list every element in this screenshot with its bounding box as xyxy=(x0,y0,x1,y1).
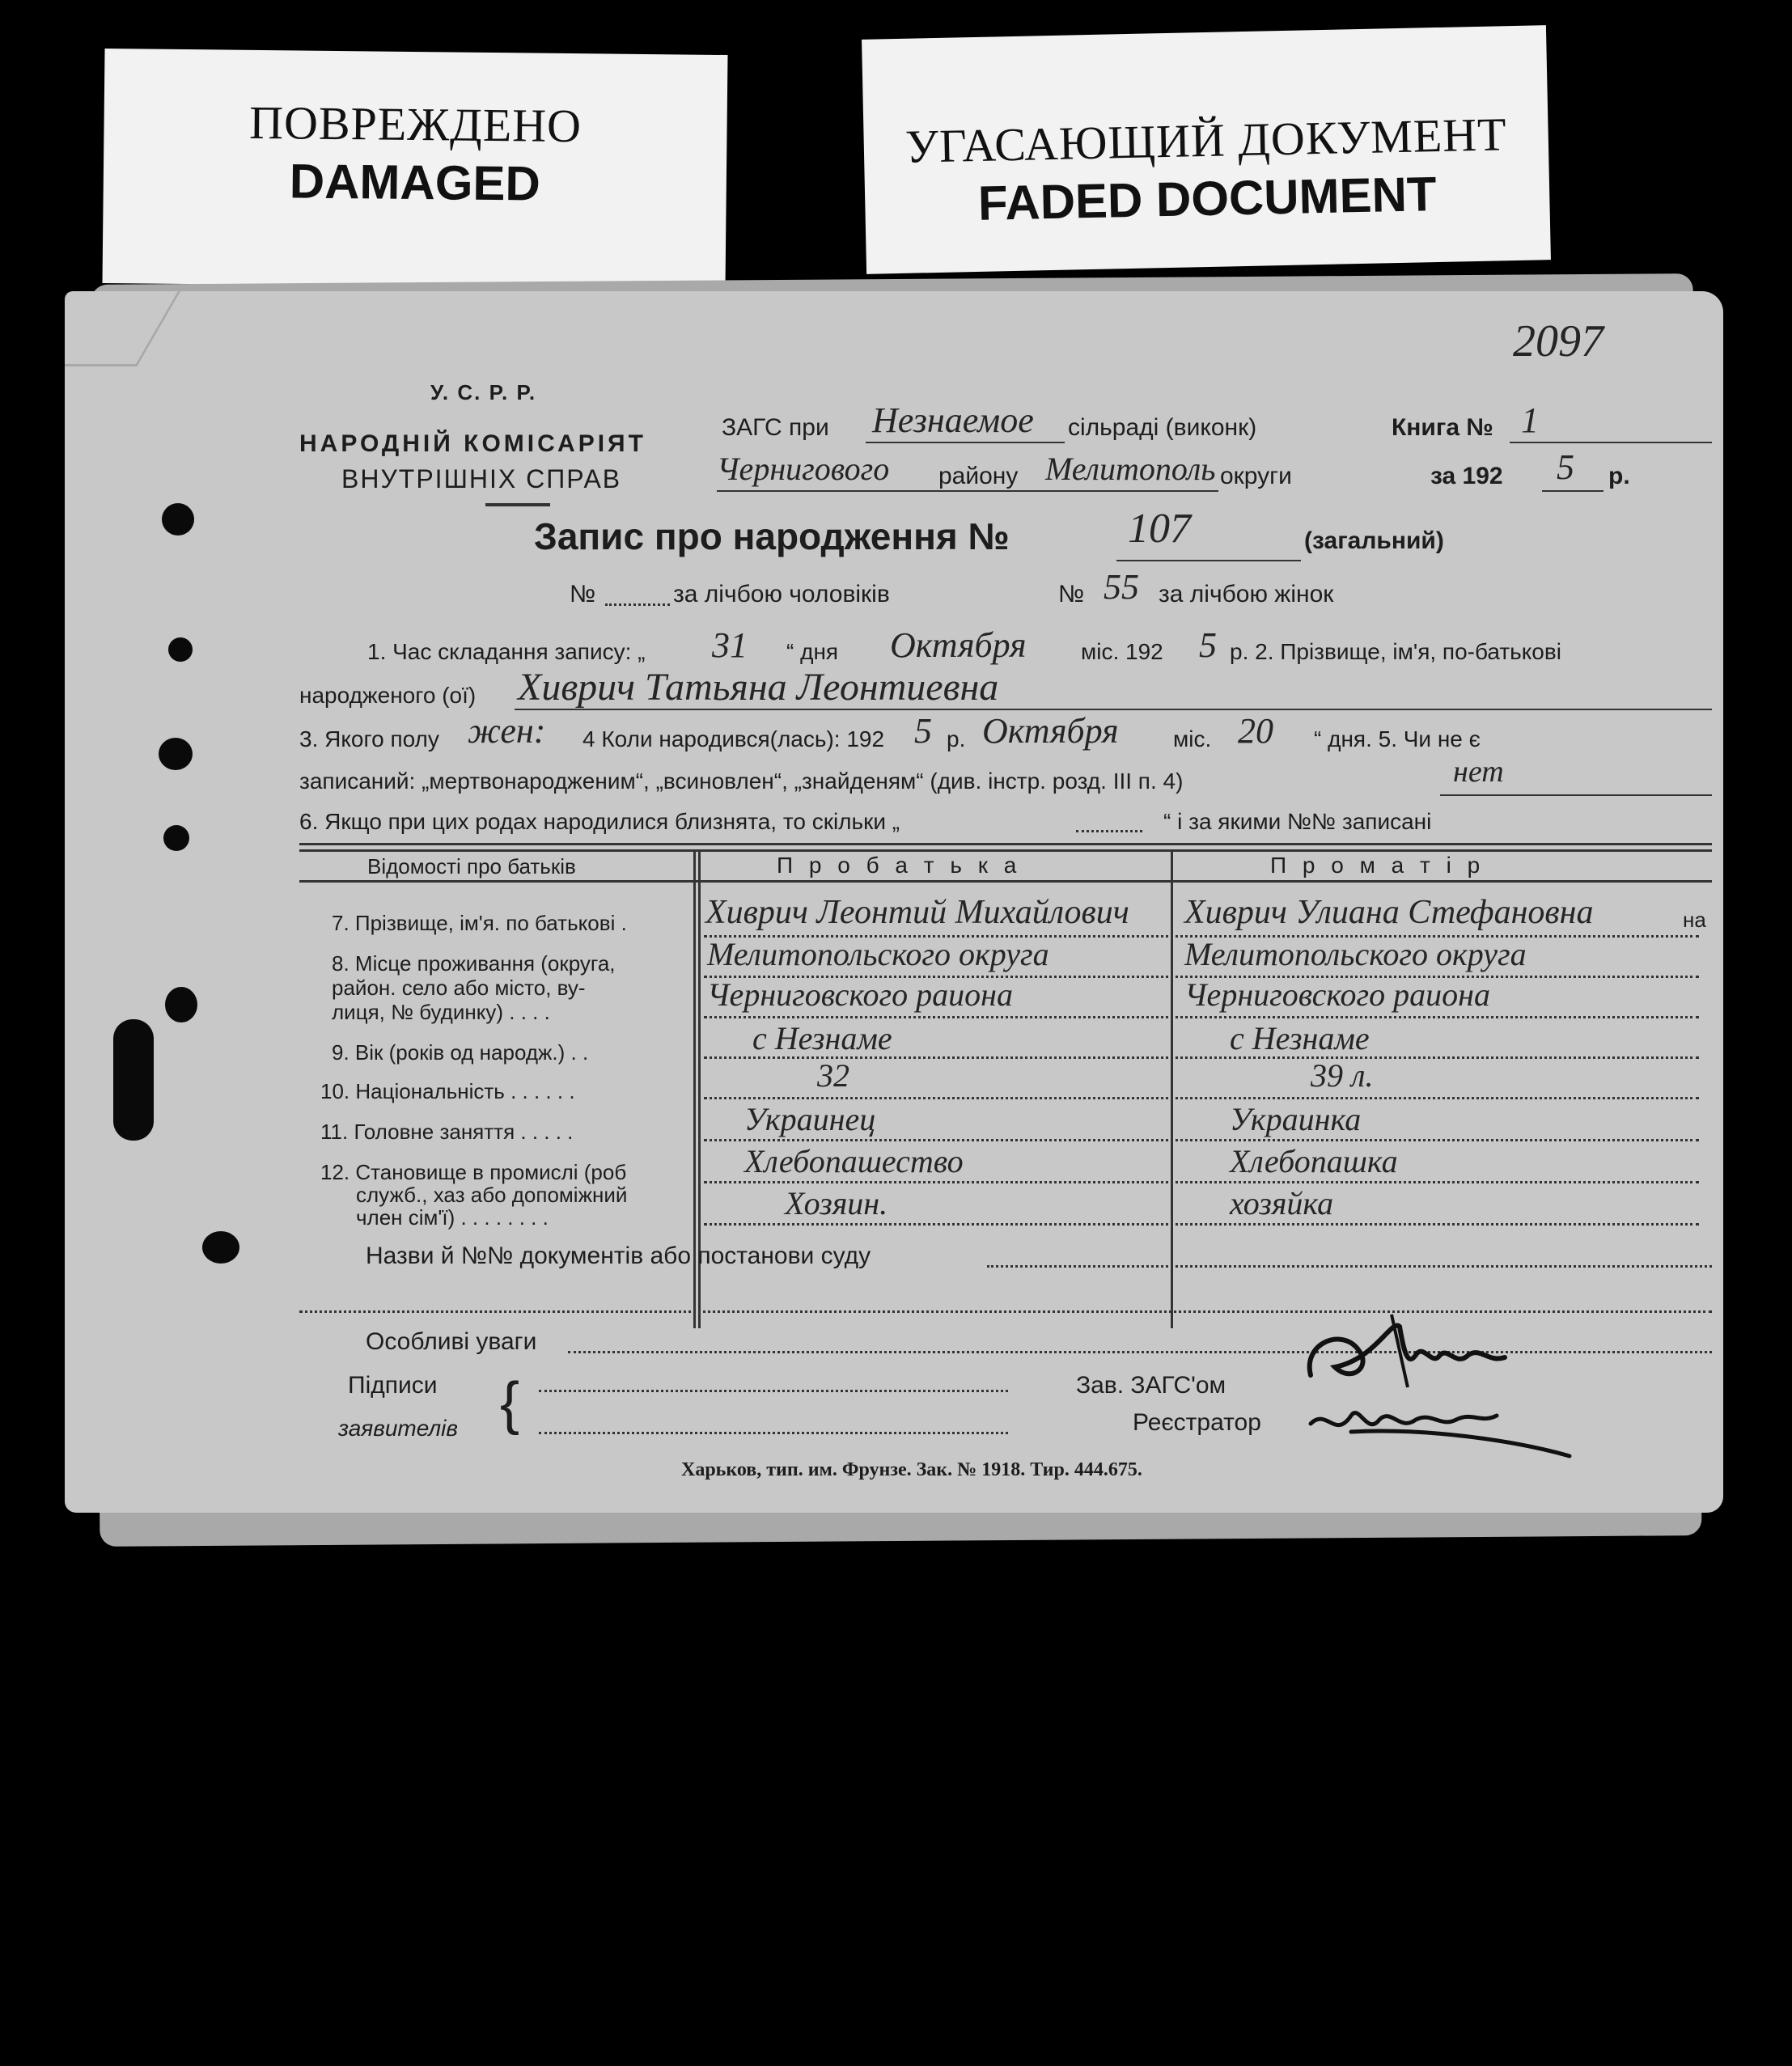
ministry-title: НАРОДНІЙ КОМІСАРІЯТ xyxy=(299,430,646,457)
field-2-value: Хиврич Татьяна Леонтиевна xyxy=(518,666,999,709)
table-top-rule xyxy=(299,849,1712,852)
row-8-label: 8. Місце проживання (округа, xyxy=(332,951,616,976)
page-number: 2097 xyxy=(1513,316,1603,366)
punch-hole xyxy=(165,987,197,1022)
notes-line xyxy=(568,1351,1712,1353)
birth-record-form xyxy=(65,291,1723,1513)
table-row-line xyxy=(704,1223,1699,1226)
table-row-line xyxy=(704,1056,1699,1059)
damaged-label-en: DAMAGED xyxy=(289,154,541,211)
table-divider xyxy=(1171,851,1173,1328)
table-header-rule xyxy=(299,880,1712,883)
field-2-label: народженого (ої) xyxy=(299,683,477,708)
field-4-year-value: 5 xyxy=(914,711,932,751)
row-10-label: 10. Національність . . . . . . xyxy=(320,1079,575,1103)
table-row-line xyxy=(704,1016,1699,1018)
punch-hole xyxy=(162,503,194,536)
row-12-label: 12. Становище в промислі (роб xyxy=(320,1160,627,1184)
row-11-label: 11. Головне заняття . . . . . xyxy=(320,1120,574,1144)
table-header-info: Відомості про батьків xyxy=(367,854,576,878)
field-6-mid-label: “ і за якими №№ записані xyxy=(1163,809,1432,834)
row-10-father: Украинец xyxy=(744,1101,876,1137)
table-row-line xyxy=(704,935,1699,938)
field-1-day-suffix: “ дня xyxy=(786,639,839,664)
table-row-line xyxy=(704,976,1699,978)
row-8-mother: Мелитопольского округа xyxy=(1184,936,1527,972)
field-5-label: записаний: „мертвонародженим“, „всиновлен“, „знайденям“ (див. інстр. розд. III п. 4) xyxy=(299,768,1184,794)
book-number-line xyxy=(1510,442,1712,443)
men-count-line xyxy=(605,603,670,606)
signatures-label: Підписи xyxy=(348,1372,438,1399)
row-9-mother: 39 л. xyxy=(1311,1057,1374,1094)
row-7-mother: Хиврич Улиана Стефановна xyxy=(1184,894,1594,931)
field-4-label: 4 Коли народився(лась): 192 xyxy=(583,726,885,751)
table-top-rule xyxy=(299,843,1712,845)
field-4-month-suffix: міс. xyxy=(1173,726,1212,751)
row-7-label: 7. Прізвище, ім'я. по батькові . xyxy=(332,911,627,935)
row-8-label-cont: район. село або місто, ву- xyxy=(332,976,586,1000)
row-12-father: Хозяин. xyxy=(785,1185,888,1221)
punch-hole xyxy=(168,637,193,662)
table-row-line xyxy=(704,1139,1699,1141)
year-value: 5 xyxy=(1557,447,1574,487)
year-line xyxy=(1542,490,1603,492)
punch-hole xyxy=(202,1231,239,1264)
record-title-suffix: (загальний) xyxy=(1304,527,1444,554)
women-count-label: за лічбою жінок xyxy=(1159,581,1334,608)
faded-label-en: FADED DOCUMENT xyxy=(977,167,1438,231)
row-7-father: Хиврич Леонтий Михайлович xyxy=(705,894,1129,931)
row-12-label-cont: служб., хаз або допоміжний xyxy=(356,1183,628,1207)
field-4-day-value: 20 xyxy=(1238,711,1273,751)
paper-fold xyxy=(65,291,180,366)
field-4-day-suffix: “ дня. 5. Чи не є xyxy=(1314,726,1481,751)
registrar-signature xyxy=(1303,1391,1578,1464)
row-10-mother: Украинка xyxy=(1230,1101,1362,1137)
table-row-line xyxy=(704,1181,1699,1183)
signature-line xyxy=(539,1390,1008,1392)
year-label: за 192 xyxy=(1430,463,1503,489)
documents-line xyxy=(987,1265,1712,1268)
faded-label-ru: УГАСАЮЩИЙ ДОКУМЕНТ xyxy=(904,108,1508,173)
republic-abbreviation: У. С. Р. Р. xyxy=(430,380,537,404)
year-suffix: р. xyxy=(1608,463,1630,489)
signatures-brace: { xyxy=(500,1371,520,1436)
notes-label: Особливі уваги xyxy=(366,1328,537,1355)
women-count-prefix: № xyxy=(1058,581,1085,608)
field-6-label: 6. Якщо при цих родах народилися близнята, то скільки „ xyxy=(299,809,900,834)
record-number-value: 107 xyxy=(1128,506,1191,552)
printer-imprint: Харьков, тип. им. Фрунзе. Зак. № 1918. Тир. 444.675. xyxy=(681,1459,1142,1480)
okrug-label: округи xyxy=(1220,463,1292,489)
field-6-count-line xyxy=(1076,830,1142,832)
table-header-father: П р о б а т ь к а xyxy=(777,853,1022,878)
row-8-label-end: лиця, № будинку) . . . . xyxy=(332,1000,550,1024)
row-8-father-district: Черниговского раиона xyxy=(707,976,1013,1013)
row-8-mother-district: Черниговского раиона xyxy=(1184,976,1490,1013)
row-7-mother-suffix: на xyxy=(1683,908,1706,932)
record-title: Запис про народження № xyxy=(534,515,1010,557)
row-9-label: 9. Вік (років од народж.) . . xyxy=(332,1040,589,1065)
row-12-label-end: член сім'ї) . . . . . . . . xyxy=(356,1205,549,1230)
field-1-day-value: 31 xyxy=(712,625,748,665)
damaged-label-ru: ПОВРЕЖДЕНО xyxy=(248,95,583,153)
field-4-month-value: Октября xyxy=(982,711,1119,751)
men-count-prefix: № xyxy=(570,581,596,608)
district-label: району xyxy=(938,463,1019,489)
documents-label: Назви й №№ документів або постанови суду xyxy=(366,1243,871,1269)
head-signature xyxy=(1294,1310,1537,1399)
head-label: Зав. ЗАГС'ом xyxy=(1076,1372,1226,1399)
men-count-label: за лічбою чоловіків xyxy=(673,581,890,608)
book-number-value: 1 xyxy=(1521,400,1539,440)
row-12-mother: хозяйка xyxy=(1230,1185,1334,1221)
field-3-label: 3. Якого полу xyxy=(299,726,439,751)
field-3-value: жен: xyxy=(468,711,546,751)
signature-line xyxy=(539,1432,1008,1434)
district-okrug-line xyxy=(717,490,1218,492)
field-1-month-value: Октября xyxy=(890,625,1027,665)
women-count-value: 55 xyxy=(1104,567,1139,607)
row-9-father: 32 xyxy=(817,1057,849,1094)
punch-hole xyxy=(163,825,189,851)
field-5-line xyxy=(1440,794,1712,796)
row-11-father: Хлебопашество xyxy=(744,1143,964,1179)
field-1-month-suffix: міс. 192 xyxy=(1081,639,1163,664)
ministry-rule xyxy=(485,503,550,506)
table-row-line xyxy=(704,1097,1699,1099)
table-header-mother: П р о м а т і р xyxy=(1270,853,1485,878)
zags-label: ЗАГС при xyxy=(722,414,829,441)
council-label: сільраді (виконк) xyxy=(1068,414,1257,441)
faded-label xyxy=(862,25,1551,274)
signatures-label-2: заявителів xyxy=(338,1416,459,1441)
row-8-father-village: с Незнаме xyxy=(752,1020,892,1056)
record-number-line xyxy=(1116,560,1301,561)
ministry-subtitle: ВНУТРІШНІХ СПРАВ xyxy=(341,464,622,493)
row-8-father: Мелитопольского округа xyxy=(707,936,1049,972)
punch-hole xyxy=(159,738,193,770)
field-1-year-suffix: р. 2. Прізвище, ім'я, по-батькові xyxy=(1230,639,1561,664)
row-8-mother-village: с Незнаме xyxy=(1230,1020,1370,1056)
registrar-label: Реєстратор xyxy=(1133,1409,1261,1436)
district-value: Чернигового xyxy=(717,451,890,487)
zags-village-value: Незнаемое xyxy=(872,400,1034,440)
damaged-label xyxy=(103,49,728,290)
row-11-mother: Хлебопашка xyxy=(1230,1143,1398,1179)
zags-village-line xyxy=(866,442,1065,443)
field-1-year-value: 5 xyxy=(1199,625,1217,665)
okrug-value: Мелитополь xyxy=(1045,451,1216,487)
punch-hole xyxy=(113,1019,154,1141)
book-label: Книга № xyxy=(1392,414,1493,441)
field-5-value: нет xyxy=(1453,755,1504,789)
field-1-label: 1. Час складання запису: „ xyxy=(367,639,646,664)
field-4-year-suffix: р. xyxy=(947,726,966,751)
